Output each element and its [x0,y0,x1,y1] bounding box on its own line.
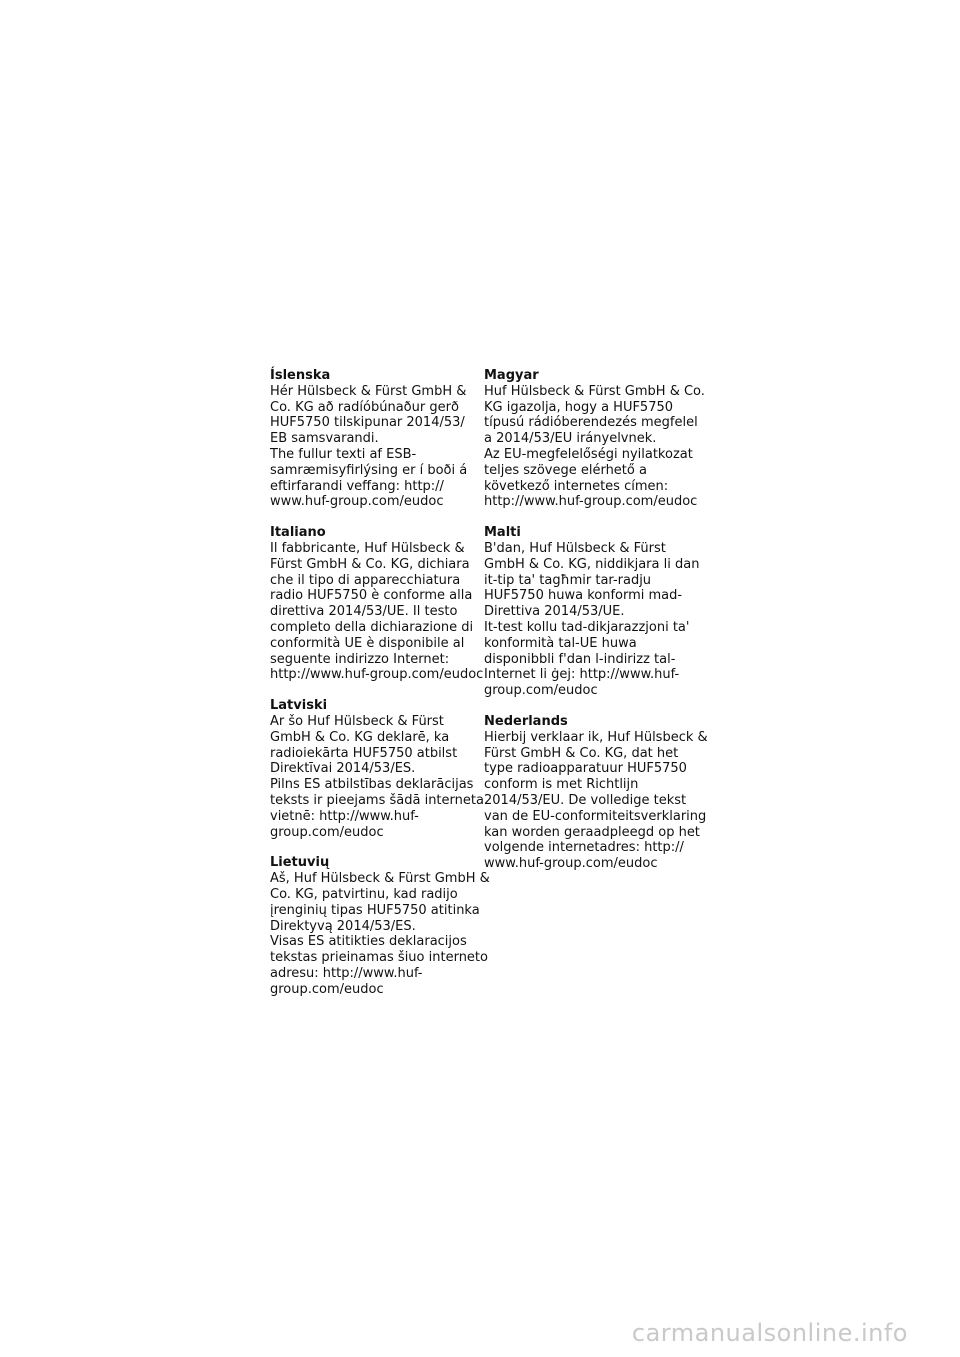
section-text-line: che il tipo di apparecchiatura [270,572,461,588]
right-column [484,368,708,887]
section-text-line: Az EU-megfelelőségi nyilatkozat [484,446,693,462]
section-text-line: KG igazolja, hogy a HUF5750 [484,399,674,415]
section-text-line: GmbH & Co. KG deklarē, ka [270,729,450,745]
section-text-line: következő internetes címen: [484,478,669,494]
section-text-line: Fürst GmbH & Co. KG, dat het [484,745,679,761]
section-text-line: Direktyvą 2014/53/ES. [270,918,416,934]
section-text-line: seguente indirizzo Internet: [270,651,450,667]
section-text-line: disponibbli f'dan l-indirizz tal- [484,651,676,667]
section-text-line: Huf Hülsbeck & Fürst GmbH & Co. [484,383,705,399]
section-text-line: Hér Hülsbeck & Fürst GmbH & [270,383,467,399]
section-text-line: van de EU-conformiteitsverklaring [484,808,707,824]
section-text-line: a 2014/53/EU irányelvnek. [484,431,657,447]
language-section [270,698,484,840]
section-text-line: group.com/eudoc [484,683,598,699]
language-section [484,368,705,510]
section-text-line: Aš, Huf Hülsbeck & Fürst GmbH & [270,871,490,887]
section-heading: Italiano [270,525,326,541]
section-text-line: Co. KG, patvirtinu, kad radijo [270,886,458,902]
section-text-line: radio HUF5750 è conforme alla [270,588,473,604]
section-text-line: http://www.huf-group.com/eudoc [270,667,484,683]
section-text-line: Co. KG að radíóbúnaður gerð [270,399,459,415]
section-text-line: teljes szövege elérhető a [484,462,647,478]
section-heading: Magyar [484,368,539,383]
section-text-line: Ar šo Huf Hülsbeck & Fürst [270,713,444,729]
section-heading: Latviski [270,698,328,714]
section-text-line: EB samsvarandi. [270,431,379,447]
section-text-line: eftirfarandi veffang: http:// [270,478,444,494]
section-text-line: Direktīvai 2014/53/ES. [270,761,416,777]
section-text-line: kan worden geraadpleegd op het [484,824,700,840]
section-text-line: group.com/eudoc [270,824,384,840]
watermark: carmanualsonline.info [631,1319,908,1347]
section-text-line: http://www.huf-group.com/eudoc [484,494,698,510]
section-text-line: www.huf-group.com/eudoc [270,494,444,510]
section-text-line: volgende internetadres: http:// [484,840,684,856]
section-text-line: GmbH & Co. KG, niddikjara li dan [484,556,700,572]
section-text-line: Hierbij verklaar ik, Huf Hülsbeck & [484,729,708,745]
language-section [484,713,708,872]
section-text-line: 2014/53/EU. De volledige tekst [484,792,687,808]
section-heading: Malti [484,525,521,541]
section-text-line: It-test kollu tad-dikjarazzjoni ta' [484,619,690,635]
section-text-line: Direttiva 2014/53/UE. [484,604,625,620]
section-text-line: Internet li ġej: http://www.huf- [484,667,680,683]
section-text-line: įrenginių tipas HUF5750 atitinka [270,902,480,918]
section-text-line: radioiekārta HUF5750 atbilst [270,745,458,761]
section-text-line: Visas ES atitikties deklaracijos [270,934,467,950]
language-section [270,368,480,510]
section-text-line: completo della dichiarazione di [270,619,474,635]
section-text-line: samræmisyfirlýsing er í boði á [270,462,468,478]
section-text-line: direttiva 2014/53/UE. Il testo [270,604,458,620]
section-text-line: group.com/eudoc [270,981,384,997]
left-column [270,368,490,1012]
section-text-line: konformità tal-UE huwa [484,635,637,651]
section-text-line: Fürst GmbH & Co. KG, dichiara [270,556,470,572]
section-text-line: adresu: http://www.huf- [270,965,423,981]
section-text-line: conformità UE è disponibile al [270,635,465,651]
section-heading: Lietuvių [270,855,330,871]
section-text-line: típusú rádióberendezés megfelel [484,415,698,431]
section-text-line: vietnē: http://www.huf- [270,808,419,824]
section-text-line: Il fabbricante, Huf Hülsbeck & [270,540,465,556]
language-section [484,525,700,699]
section-text-line: conform is met Richtlijn [484,777,639,793]
section-text-line: it-tip ta' tagħmir tar-radju [484,572,652,588]
section-text-line: www.huf-group.com/eudoc [484,856,658,872]
section-text-line: type radioapparatuur HUF5750 [484,761,687,777]
section-text-line: Pilns ES atbilstības deklarācijas [270,777,474,793]
language-section [270,855,490,997]
section-text-line: HUF5750 huwa konformi mad- [484,588,683,604]
section-heading: Íslenska [270,368,331,383]
section-text-line: HUF5750 tilskipunar 2014/53/ [270,415,465,431]
language-section [270,525,484,683]
section-heading: Nederlands [484,713,568,729]
section-text-line: The fullur texti af ESB- [270,446,417,462]
section-text-line: teksts ir pieejams šādā interneta [270,792,484,808]
section-text-line: tekstas prieinamas šiuo interneto [270,950,488,966]
section-text-line: B'dan, Huf Hülsbeck & Fürst [484,540,666,556]
